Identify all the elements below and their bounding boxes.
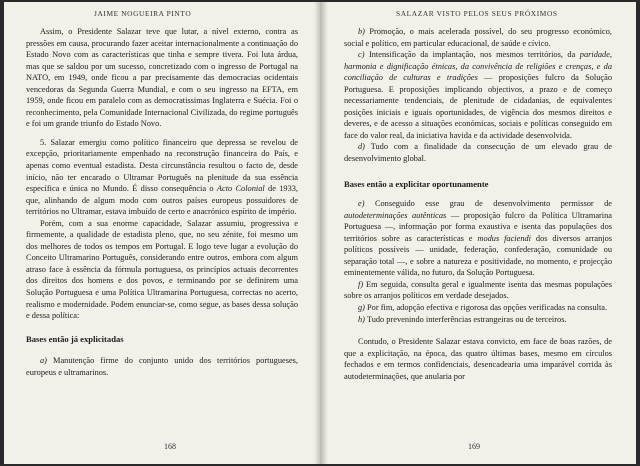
paragraph: 5. Salazar emergiu como político financeiro que depressa se revelou de excepção, prioritariamente empenhado na reconstrução financeira do País, e apenas como eventual estadista. Desta circunstância resultou o facto de, desde início, não ter encarado o Ultramar Português na plenitude da sua essência específica e única no Mundo. É disso consequência o Acto Colonial de 1933, que, alinhando de algum modo com outros países europeus possuidores de territórios no Ultramar, estava imbuído de certo e anacrónico espírito de império.	[26, 137, 299, 217]
italic-term: paridade, harmonia e dignificação étnicas, da convivência de religiões e crenças, e da conciliação de culturas e tradições	[344, 50, 612, 83]
list-item: b) Promoção, o mais acelerada possível, do seu progresso económico, social e político, em particular educacional, de saúde e cívico.	[344, 27, 612, 48]
right-page-body	[344, 26, 612, 382]
left-running-head: JAIME NOGUEIRA PINTO	[94, 9, 192, 18]
italic-term: autodeterminações autênticas	[344, 210, 447, 220]
right-page-number: 169	[468, 442, 480, 451]
left-page	[4, 2, 318, 464]
paragraph: Assim, o Presidente Salazar teve que lutar, a nível externo, contra as pressões em causa, procurando fazer aceitar internacionalmente a continuação do Estado Novo com as características que tinha e sempre tivera. Foi luta árdua, mas que se saldou por um sucesso, concretizado com o ingresso de Portugal na NATO, em 1949, onde ficou a par precisamente das democracias ocidentais vencedoras da Segunda Guerra Mundial, e com o seu ingresso na EFTA, em 1959, onde ficou em paralelo com as democratissimas Inglaterra e Suécia. Foi o reconhecimento, pela Comunidade Internacional Civilizada, do regime português e foi um grande triunfo do Estado Novo.	[26, 27, 298, 129]
section-heading: Bases então já explicitadas	[26, 333, 124, 344]
left-page-body	[26, 26, 298, 378]
italic-term: Acto Colonial	[216, 184, 265, 194]
paragraph: Contudo, o Presidente Salazar estava convicto, em face de boas razões, de que a explicitação, na época, das quatro últimas bases, mesmo em círculos fechados e em termos confidenciais, desencadearia uma imparável corrida às autodeterminações, que anularia por	[344, 337, 612, 381]
list-item: a) Manutenção firme do conjunto unido dos territórios portugueses, europeus e ultramarinos.	[26, 356, 298, 377]
italic-term: modus faciendi	[477, 233, 531, 243]
list-item: c) Intensificação da implantação, nos mesmos territórios, da paridade, harmonia e dignificação étnicas, da convivência de religiões e crenças, e da conciliação de culturas e tradições — proposições fulcro da Solução Portuguesa. E proposições implicando objectivos, a prazo e de começo necessariamente tendenciais, de plenitude de cidadanias, de equivalentes posições iniciais e iguais oportunidades, de vigência dos mesmos direitos e deveres, e de acesso a situações económicas, sociais e políticas conseguido em face do valor real, da iniciativa havida e da actividade desenvolvida.	[344, 50, 612, 140]
paragraph: Porém, com a sua enorme capacidade, Salazar assumiu, progressiva e firmemente, a qualidade de estadista pleno, que, no seu zénite, foi mesmo um dos melhores de todos os tempos em Portugal. E logo teve lugar a evolução do Conceito Ultramarino Português, considerando entre outros, embora com algum atraso face à essência da fórmula portuguesa, os princípios actuais decorrentes dos direitos dos homens e dos povos, e terminando por se definirem uma Solução Portuguesa e uma Política Ultramarina Portuguesa, correctas no acerto, realismo e modernidade. Podem enunciar-se, como segue, as bases dessa solução e dessa política:	[26, 218, 298, 321]
book-spread	[4, 2, 636, 464]
section-heading: Bases então a explicitar oportunamente	[344, 178, 489, 189]
right-page	[322, 2, 636, 464]
right-running-head: SALAZAR VISTO PELOS SEUS PRÓXIMOS	[396, 9, 558, 18]
list-item: e) Conseguido esse grau de desenvolvimento permissor de autodeterminações autênticas — proposição fulcro da Política Ultramarina Portuguesa —, informação por forma exaustiva e isenta das populações dos territórios sobre as características e modus faciendi dos diversos arranjos políticos possíveis — unidade, federação, confederação, comunidade ou separação total —, e sobre a natureza e positividade, no momento, e projecção eminentemente válida, no futuro, da Solução Portuguesa.	[344, 199, 612, 278]
left-page-number: 168	[164, 442, 176, 451]
list-item: h) Tudo prevenindo interferências estrangeiras ou de terceiros.	[358, 314, 567, 324]
list-item: f) Em seguida, consulta geral e igualmente isenta das mesmas populações sobre os arranjos políticos em verdade desejados.	[344, 279, 612, 301]
list-item: g) Por fim, adopção efectiva e rigorosa das opções verificadas na consulta.	[358, 303, 608, 313]
list-item: d) Tudo com a finalidade da consecução de um elevado grau de desenvolvimento global.	[344, 142, 612, 164]
